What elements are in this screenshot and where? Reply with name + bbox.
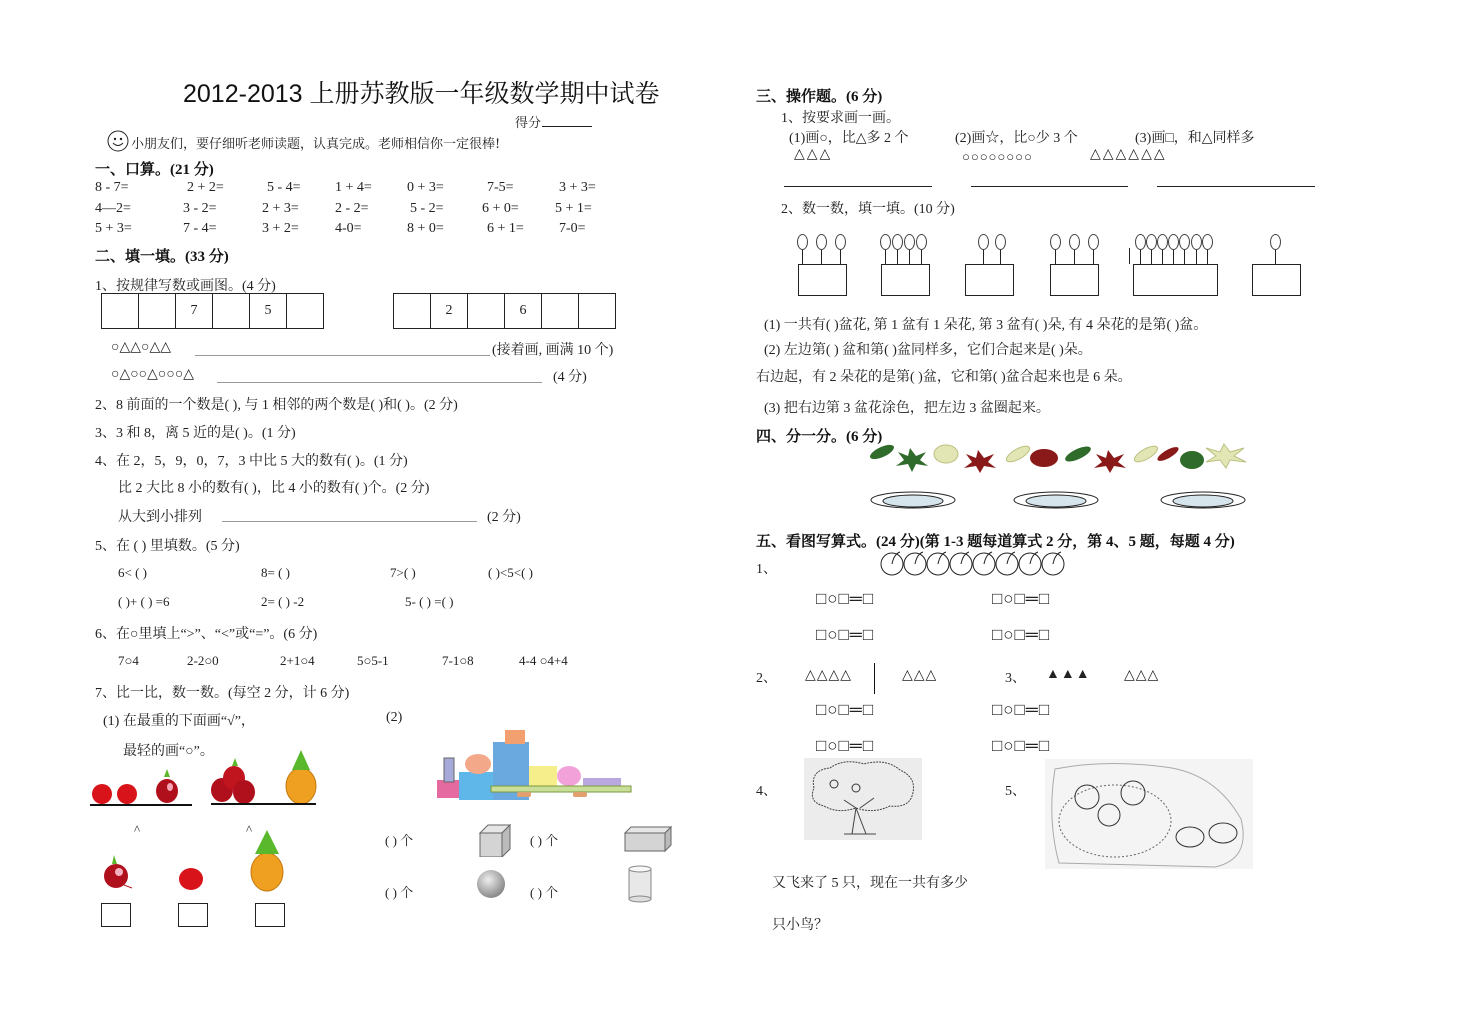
answer-box[interactable] [255,903,285,927]
fill-item: 2= ( ) -2 [261,594,305,609]
s5-q2-label: 2、 [756,671,777,686]
cylinder-icon [627,864,653,904]
section-3-heading: 三、操作题。(6 分) [756,89,883,105]
compare-item: 7-1○8 [442,653,474,668]
calc-item: 2 + 2= [187,180,224,195]
calc-item: 8 - 7= [95,180,129,195]
radish-icon [100,855,135,891]
grid-cell[interactable] [542,294,579,328]
grid-cell[interactable] [287,294,323,328]
cube-icon [478,823,512,857]
grid-cell: 2 [431,294,468,328]
radishes-vs-pineapple-illustration [208,748,318,806]
caret-mark: ^ [246,822,253,837]
equation-template[interactable]: □○□═□ [816,589,875,608]
calc-item: 4-0= [335,221,362,236]
calc-item: 5 - 2= [410,201,444,216]
count-cuboid-text: ( ) 个 [530,833,559,848]
draw-answer-line-2[interactable] [971,186,1128,187]
s3-q2-line-3: 右边起，有 2 朵花的是第( )盆，它和第( )盆合起来也是 6 朵。 [756,370,1132,385]
calc-item: 2 - 2= [335,201,369,216]
q4-story-line-2: 只小鸟？ [772,918,828,933]
plate-icon[interactable] [1013,490,1099,512]
draw-given-1: △△△ [794,147,833,162]
compare-item: 2-2○0 [187,653,219,668]
draw-given-3: △△△△△△ [1090,147,1167,162]
flower-pot [881,264,930,296]
flower-pot [1133,264,1218,296]
leaves-illustration [868,440,1250,474]
equation-template[interactable]: □○□═□ [816,736,875,755]
flower-bud [995,234,1006,250]
pattern-b-note: (4 分) [553,370,587,385]
flower-bud [916,234,927,250]
pattern-b: ○△○○△○○○△ [111,367,195,382]
pineapple-icon [247,830,287,892]
q4-story-line-1: 又飞来了 5 只，现在一共有多少 [772,876,968,891]
draw-prompt-2: (2)画☆，比○少 3 个 [955,131,1078,146]
apples-illustration [880,548,1072,578]
grid-cell[interactable] [579,294,615,328]
flower-bud [978,234,989,250]
section-5-heading: 五、看图写算式。(24 分)(第 1-3 题每道算式 2 分，第 4、5 题，每题 4 分) [756,534,1235,550]
calc-item: 7 - 4= [183,221,217,236]
flower-bud [1157,234,1168,250]
q7-label: 7、比一比，数一数。(每空 2 分，计 6 分) [95,686,350,701]
fill-item: ( )<5<( ) [488,565,533,580]
calc-item: 5 + 3= [95,221,132,236]
fill-item: 6< ( ) [118,565,147,580]
flower-bud [1202,234,1213,250]
section-4-heading: 四、分一分。(6 分) [756,429,883,445]
s3-q2-label: 2、数一数，填一填。(10 分) [781,202,955,217]
flower-bud [1270,234,1281,250]
calc-item: 5 - 4= [267,180,301,195]
calc-item: 7-5= [487,180,514,195]
equation-template[interactable]: □○□═□ [816,625,875,644]
calc-item: 2 + 3= [262,201,299,216]
count-cylinder-text: ( ) 个 [530,885,559,900]
flower-bud [1191,234,1202,250]
s5-q1-label: 1、 [756,562,777,577]
fill-item: 7>( ) [390,565,416,580]
flower-bud [1088,234,1099,250]
s5-q5-label: 5、 [1005,784,1026,799]
flower-bud [816,234,827,250]
q5-label: 5、在 ( ) 里填数。(5 分) [95,539,240,554]
s3-q2-line-1: (1) 一共有( )盆花, 第 1 盆有 1 朵花, 第 3 盆有( )朵, 有 4 朵花的是第( )盆。 [764,318,1208,333]
fill-item: 8= ( ) [261,565,290,580]
s3-q2-line-4: (3) 把右边第 3 盆花涂色，把左边 3 盆圈起来。 [764,401,1050,416]
grid-cell[interactable] [102,294,139,328]
pattern-a-blank[interactable] [195,355,490,356]
section-1-heading: 一、口算。(21 分) [95,162,214,178]
section-2-heading: 二、填一填。(33 分) [95,249,229,265]
smiley-icon [107,130,129,152]
calc-item: 3 - 2= [183,201,217,216]
grid-cell[interactable] [468,294,505,328]
flower-bud [892,234,903,250]
stacked-blocks-illustration [433,728,633,804]
equation-template[interactable]: □○□═□ [992,736,1051,755]
s3-q1-label: 1、按要求画一画。 [781,111,900,126]
calc-item: 8 + 0= [407,221,444,236]
q3-text: 3、3 和 8，离 5 近的是( )。(1 分) [95,426,296,441]
pattern-a: ○△△○△△ [111,340,171,355]
cuboid-icon [623,825,673,853]
flower-bud [904,234,915,250]
tomato-icon [177,865,205,891]
s3-q2-line-2: (2) 左边第( ) 盆和第( )盆同样多，它们合起来是( )朵。 [764,343,1092,358]
grid-cell: 6 [505,294,542,328]
compare-item: 4-4 ○4+4 [519,653,568,668]
intro-text: 小朋友们，要仔细听老师读题，认真完成。老师相信你一定很棒! [131,137,501,152]
flower-pot [965,264,1014,296]
grid-cell[interactable] [394,294,431,328]
q7-sub1-a: (1) 在最重的下面画“√”， [103,714,255,729]
q4b-text: 比 2 大比 8 小的数有( )，比 4 小的数有( )个。(2 分) [118,481,430,496]
s5-q4-label: 4、 [756,784,777,799]
sphere-icon [475,868,507,900]
s5-q3-label: 3、 [1005,671,1026,686]
frogs-turtles-illustration [1045,759,1253,869]
caret-mark: ^ [134,822,141,837]
score-label: 得分 [515,115,542,130]
sequence-grid-b [393,293,616,329]
compare-item: 5○5-1 [357,653,389,668]
q3-open-triangles: △△△ [1124,668,1160,683]
q4c-note: (2 分) [487,510,521,525]
q2-right-triangles: △△△ [902,668,938,683]
grid-cell[interactable] [139,294,176,328]
grid-cell: 5 [250,294,287,328]
calc-item: 3 + 3= [559,180,596,195]
q7-sub2: (2) [386,710,403,725]
score-blank[interactable] [542,126,592,127]
answer-box[interactable] [178,903,208,927]
q7-sub1-b: 最轻的画“○”。 [123,744,214,759]
compare-item: 2+1○4 [280,653,315,668]
flower-bud [1179,234,1190,250]
calc-item: 6 + 0= [482,201,519,216]
flower-pot [798,264,847,296]
flower-bud [1135,234,1146,250]
plate-icon[interactable] [1160,490,1246,512]
calc-item: 0 + 3= [407,180,444,195]
q4a-text: 4、在 2，5，9，0，7，3 中比 5 大的数有( )。(1 分) [95,454,408,469]
flower-bud [880,234,891,250]
divider-line [874,663,875,694]
page-title: 2012-2013 上册苏教版一年级数学期中试卷 [183,80,660,108]
flower-bud [1069,234,1080,250]
tomatoes-vs-radish-illustration [90,765,195,807]
q4c-label: 从大到小排列 [118,510,202,525]
q2-text: 2、8 前面的一个数是( ), 与 1 相邻的两个数是( )和( )。(2 分) [95,398,458,413]
calc-item: 3 + 2= [262,221,299,236]
equation-template[interactable]: □○□═□ [992,589,1051,608]
q6-label: 6、在○里填上“>”、“<”或“=”。(6 分) [95,627,318,642]
calc-item: 1 + 4= [335,180,372,195]
count-cube-text: ( ) 个 [385,833,414,848]
draw-prompt-1: (1)画○，比△多 2 个 [789,131,909,146]
count-sphere-text: ( ) 个 [385,885,414,900]
grid-cell[interactable] [213,294,250,328]
order-blank[interactable] [222,521,477,522]
flower-bud [835,234,846,250]
equation-template[interactable]: □○□═□ [992,625,1051,644]
flower-bud [1146,234,1157,250]
q2-left-triangles: △△△△ [805,668,853,683]
tree-birds-illustration [804,758,922,840]
pattern-a-note: (接着画, 画满 10 个) [492,343,614,358]
fill-item: ( )+ ( ) =6 [118,594,170,609]
flower-bud [797,234,808,250]
fill-item: 5- ( ) =( ) [405,594,454,609]
pattern-b-blank[interactable] [217,382,542,383]
calc-item: 4—2= [95,201,131,216]
draw-answer-line-3[interactable] [1157,186,1315,187]
grid-cell: 7 [176,294,213,328]
equation-template[interactable]: □○□═□ [992,700,1051,719]
flower-pot [1050,264,1099,296]
flower-pot [1252,264,1301,296]
flower-bud [1050,234,1061,250]
compare-item: 7○4 [118,653,139,668]
draw-prompt-3: (3)画□，和△同样多 [1135,131,1255,146]
q3-filled-triangles: ▲▲▲ [1046,667,1091,682]
q1-label: 1、按规律写数或画图。(4 分) [95,279,276,294]
draw-given-2: ○○○○○○○○ [962,149,1033,164]
calc-item: 6 + 1= [487,221,524,236]
plate-icon[interactable] [870,490,956,512]
answer-box[interactable] [101,903,131,927]
equation-template[interactable]: □○□═□ [816,700,875,719]
flower-bud [1168,234,1179,250]
draw-answer-line-1[interactable] [784,186,932,187]
calc-item: 7-0= [559,221,586,236]
calc-item: 5 + 1= [555,201,592,216]
sequence-grid-a [101,293,324,329]
